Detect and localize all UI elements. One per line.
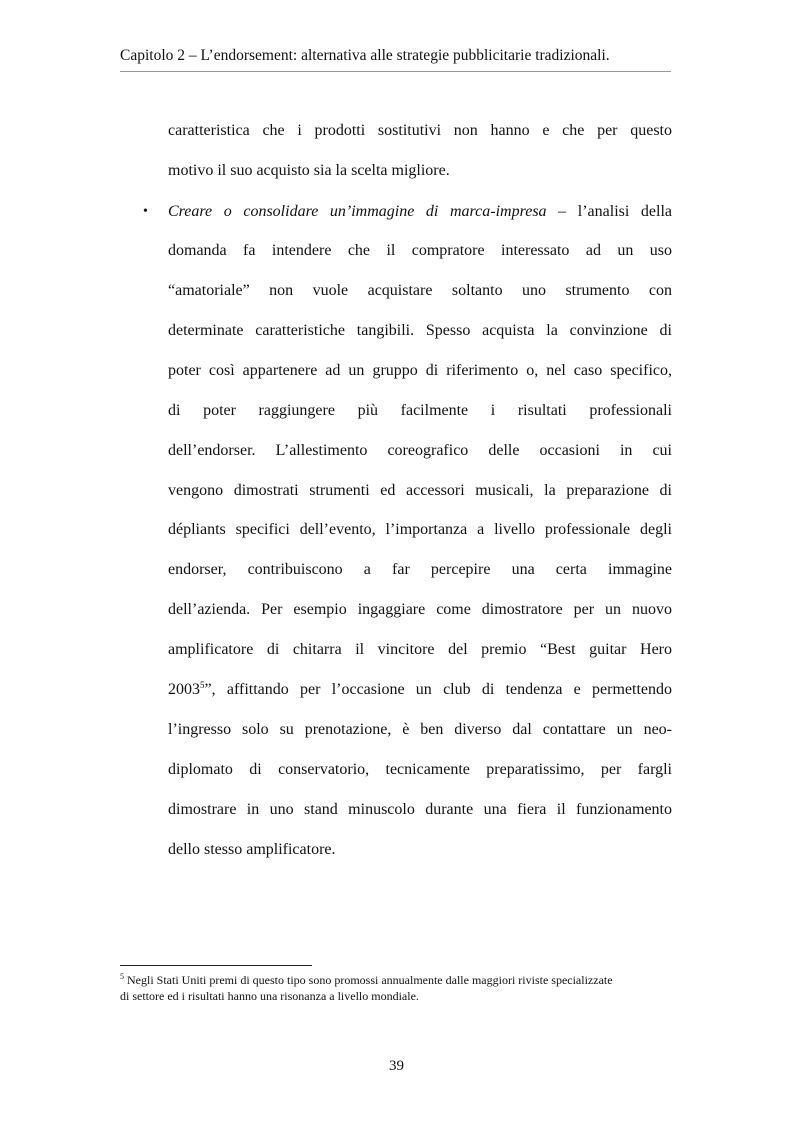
body-line: domanda fa intendere che il compratore interessato ad un uso [168,242,672,259]
footnote-line [120,972,671,988]
bullet-item-title: Creare o consolidare un’immagine di marca-impresa [168,203,547,220]
bullet-icon: • [143,204,148,219]
running-header: Capitolo 2 – L’endorsement: alternativa alle strategie pubblicitarie tradizionali. [120,47,610,64]
body-line: dello stesso amplificatore. [168,841,336,858]
page-number: 39 [389,1058,404,1074]
body-line: vengono dimostrati strumenti ed accessori musicali, la preparazione di [168,482,672,499]
body-line: motivo il suo acquisto sia la scelta migliore. [168,162,450,179]
bullet-item-first-line [168,192,672,232]
body-line: amplificatore di chitarra il vincitore del premio “Best guitar Hero [168,641,672,658]
body-line: caratteristica che i prodotti sostitutivi non hanno e che per questo [168,122,672,139]
bullet-item-lead: – l’analisi della [546,203,672,220]
footnote-text: Negli Stati Uniti premi di questo tipo sono promossi annualmente dalle maggiori riviste specializzate [124,973,613,987]
body-line: dell’azienda. Per esempio ingaggiare come dimostratore per un nuovo [168,601,672,618]
body-line: poter così appartenere ad un gruppo di riferimento o, nel caso specifico, [168,362,672,379]
body-line: di poter raggiungere più facilmente i risultati professionali [168,402,672,419]
header-rule [120,71,671,72]
line-remainder: ”, affittando per l’occasione un club di tendenza e permettendo [204,681,672,698]
body-line: l’ingresso solo su prenotazione, è ben diverso dal contattare un neo- [168,721,672,738]
body-line-with-footnote-ref [168,670,672,710]
body-line: dépliants specifici dell’evento, l’importanza a livello professionale degli [168,521,672,538]
footnote-number: 5 [120,972,124,981]
body-line: endorser, contribuiscono a far percepire una certa immagine [168,561,672,578]
body-line: dimostrare in uno stand minuscolo durante una fiera il funzionamento [168,801,672,818]
footnote-line: di settore ed i risultati hanno una risonanza a livello mondiale. [120,989,419,1003]
footnote-rule [120,965,312,966]
body-line: determinate caratteristiche tangibili. Spesso acquista la convinzione di [168,322,672,339]
body-line: “amatoriale” non vuole acquistare soltanto uno strumento con [168,282,672,299]
body-line: dell’endorser. L’allestimento coreografico delle occasioni in cui [168,442,672,459]
body-line: diplomato di conservatorio, tecnicamente preparatissimo, per fargli [168,761,672,778]
footnote-reference[interactable]: 5 [200,680,205,690]
year-text: 2003 [168,681,200,698]
